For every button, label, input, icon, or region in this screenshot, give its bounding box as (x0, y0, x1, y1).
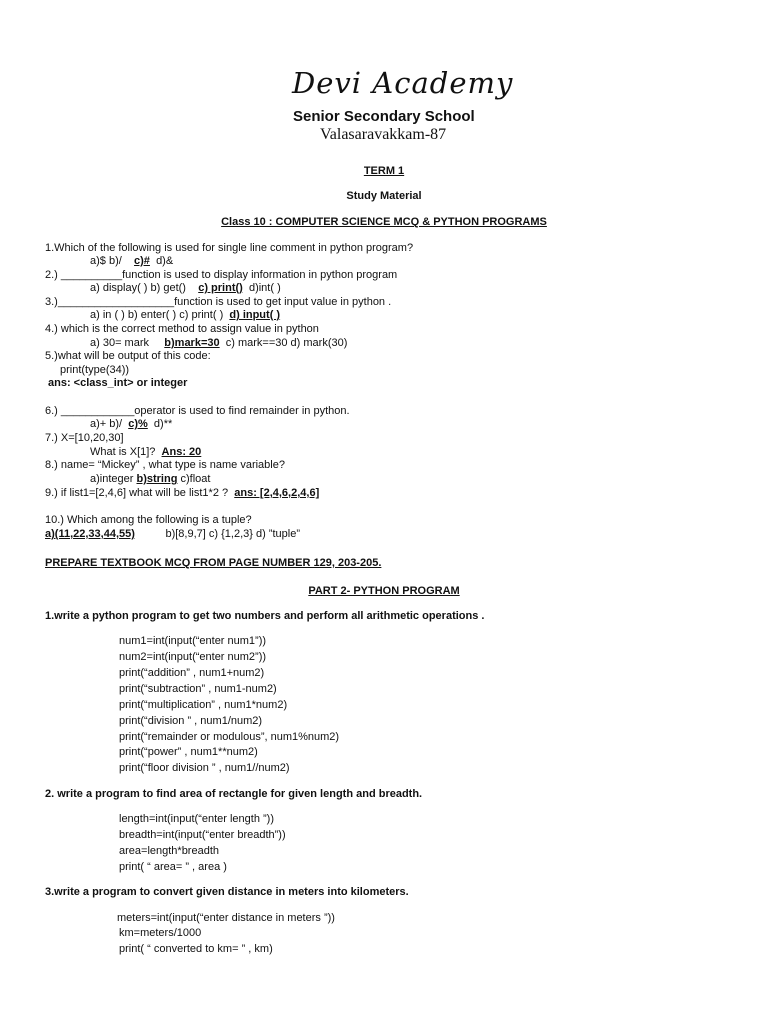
option-text: d)int( ) (248, 282, 281, 294)
question-text: What is X[1]? (90, 446, 156, 458)
question-7-sub (90, 445, 201, 459)
question-8-options (90, 472, 210, 486)
option-text: d)& (156, 255, 174, 267)
program-3-code-line: print( “ converted to km= ” , km) (119, 943, 273, 955)
option-text: a) display( ) b) get() (90, 282, 186, 294)
program-1-code-line: print(“power” , num1**num2) (119, 746, 258, 758)
program-2-code-line: area=length*breadth (119, 845, 219, 857)
program-3-title: 3.write a program to convert given distance in meters into kilometers. (45, 886, 409, 898)
program-1-code-line: num2=int(input(“enter num2”)) (119, 651, 267, 663)
program-1-title: 1.write a python program to get two numbers and perform all arithmetic operations . (45, 610, 485, 622)
program-1-code-line: print(“remainder or modulous”, num1%num2) (119, 731, 340, 743)
program-1-code-line: print(“division ” , num1/num2) (119, 715, 263, 727)
study-material-heading: Study Material (346, 190, 422, 202)
question-9 (45, 486, 319, 500)
program-2-code-line: print( “ area= ” , area ) (119, 861, 227, 873)
option-text: a)integer (90, 473, 134, 485)
academy-logo: Devi Academy (292, 66, 514, 100)
question-10-options (45, 527, 300, 541)
program-3-code-line: meters=int(input(“enter distance in meters ”)) (117, 912, 335, 924)
school-location: Valasaravakkam-87 (320, 126, 447, 143)
program-1-code-line: print(“multiplication” , num1*num2) (119, 699, 288, 711)
question-6-options (90, 417, 172, 431)
question-7: 7.) X=[10,20,30] (45, 432, 124, 444)
prepare-note: PREPARE TEXTBOOK MCQ FROM PAGE NUMBER 129, 203-205. (45, 557, 382, 569)
term-heading: TERM 1 (363, 165, 405, 177)
answer: c)# (134, 255, 150, 267)
program-1-code-line: num1=int(input(“enter num1”)) (119, 635, 267, 647)
school-name: Senior Secondary School (293, 108, 475, 125)
option-text: a) 30= mark (90, 337, 149, 349)
part-2-heading: PART 2- PYTHON PROGRAM (308, 585, 460, 597)
program-2-title: 2. write a program to find area of rectangle for given length and breadth. (45, 788, 423, 800)
question-10: 10.) Which among the following is a tuple? (45, 514, 252, 526)
question-2: 2.) __________function is used to display information in python program (45, 269, 398, 281)
option-text: c)float (180, 473, 211, 485)
question-5-answer: ans: <class_int> or integer (48, 377, 188, 389)
question-3: 3.)___________________function is used to get input value in python . (45, 296, 392, 308)
answer: a)(11,22,33,44,55) (45, 528, 135, 540)
question-4: 4.) which is the correct method to assign value in python (45, 323, 319, 335)
answer: c)% (128, 418, 148, 430)
class-title: Class 10 : COMPUTER SCIENCE MCQ & PYTHON PROGRAMS (221, 216, 547, 228)
question-3-options (90, 308, 280, 322)
question-1: 1.Which of the following is used for single line comment in python program? (45, 242, 414, 254)
program-3-code-line: km=meters/1000 (119, 927, 202, 939)
program-1-code-line: print(“floor division ” , num1//num2) (119, 762, 290, 774)
answer: b)string (136, 473, 178, 485)
option-text: d)** (153, 418, 173, 430)
program-1-code-line: print(“subtraction” , num1-num2) (119, 683, 277, 695)
question-5-code: print(type(34)) (60, 364, 130, 376)
question-6: 6.) ____________operator is used to find remainder in python. (45, 405, 350, 417)
answer: b)mark=30 (164, 337, 220, 349)
question-text: 9.) if list1=[2,4,6] what will be list1*2 ? (45, 487, 229, 499)
program-1-code-line: print(“addition” , num1+num2) (119, 667, 265, 679)
answer: d) input( ) (229, 309, 281, 321)
question-1-options (90, 254, 173, 268)
question-8: 8.) name= “Mickey” , what type is name variable? (45, 459, 285, 471)
answer: c) print() (198, 282, 243, 294)
option-text: b)[8,9,7] c) {1,2,3} d) ”tuple” (165, 528, 300, 540)
program-2-code-line: breadth=int(input(“enter breadth”)) (119, 829, 286, 841)
option-text: a)$ b)/ (90, 255, 122, 267)
question-5: 5.)what will be output of this code: (45, 350, 211, 362)
question-2-options (90, 281, 281, 295)
answer: ans: [2,4,6,2,4,6] (234, 487, 320, 499)
option-text: c) mark==30 d) mark(30) (225, 337, 348, 349)
program-2-code-line: length=int(input(“enter length ”)) (119, 813, 274, 825)
answer: Ans: 20 (161, 446, 202, 458)
option-text: a) in ( ) b) enter( ) c) print( ) (90, 309, 224, 321)
option-text: a)+ b)/ (90, 418, 123, 430)
question-4-options (90, 336, 347, 350)
